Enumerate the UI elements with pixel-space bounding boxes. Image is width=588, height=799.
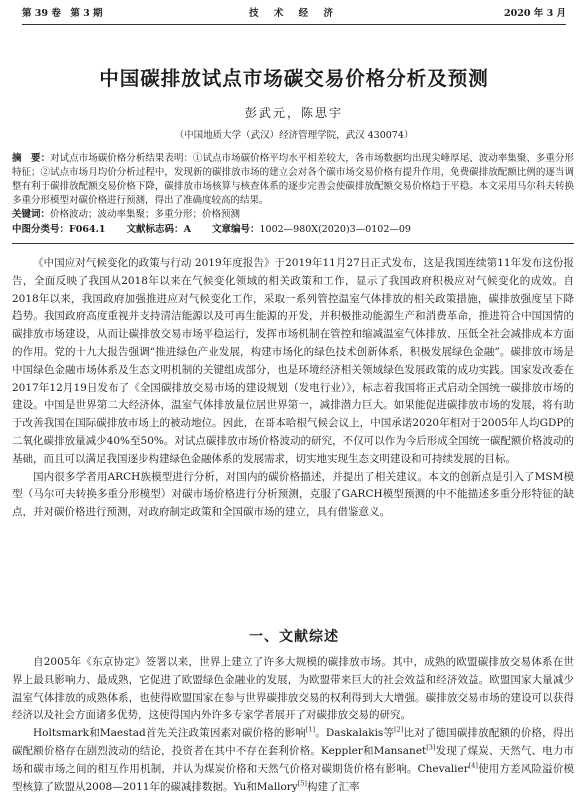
journal-name: 技 术 经 济 [249,8,339,19]
header-divider [22,24,566,25]
review-paragraph-2: Holtsmark和Maestad首先关注政策因素对碳价格的影响[1]。Daskalakis等[2]比对了德国碳排放配额的价格，得出碳配额价格存在剧烈波动的结论，投资者在其中不存在套利价格。Keppler和Mansanet[3]发现了煤炭、天然气、电力市场和碳市场之间的相互作用机制，并认为煤炭价格和天然气价格对碳期货价格有影响。Chevalier[4]使用方差风险溢价模型核算了欧盟从2008—2011年的碳减排数据。Yu和Mallory[5]构建了汇率 [12,725,575,793]
document-code: 文献标志码：A [126,224,191,235]
keywords-text: 价格波动；波动率集聚；多重分形；价格预测 [50,209,241,220]
citation-5: [5] [297,779,307,788]
running-header [22,6,566,22]
classification-line [12,223,574,237]
citation-4: [4] [468,761,478,770]
abstract [12,152,574,208]
article-authors: 彭武元，陈思宇 [244,106,343,120]
intro-paragraph-1: 《中国应对气候变化的政策与行动 2019年度报告》于2019年11月27日正式发布，这是我国连续第11年发布这份报告，全面反映了我国从2018年以来在气候变化领域的相关政策和工作，显示了我国政府积极应对气候变化的成效。自2018年以来，我国政府加强推进应对气候变化工作，采取一系列管控温室气体排放的相关政策措施，碳排放强度呈下降趋势。我国政府高度重视并支持清洁能源以及可再生能源的开发，并积极推动能源生产和消费革命，推进符合中国国情的碳排放市场建设，从而让碳排放交易市场平稳运行，发挥市场机制在管控和缩减温室气体排放、压低全社会减排成本方面的作用。党的十九大报告强调“推进绿色产业发展，构建市场化的绿色技术创新体系，积极发展绿色金融”。碳排放市场是中国绿色金融市场体系及生态文明机制的关键组成部分，也是环境经济相关领域绿色发展政策的成功实践。国家发改委在2017年12月19日发布了《全国碳排放交易市场的建设规划（发电行业）》，标志着我国将正式启动全国统一碳排放市场的建设。中国是世界第二大经济体，温室气体排放量位居世界第一，减排潜力巨大。如果能促进碳排放市场的发展，将有助于改善我国在国际碳排放市场上的被动地位。因此，在哥本哈根气候会议上，中国承诺2020年相对于2005年人均GDP的二氧化碳排放量减少40%至50%。对试点碳排放市场价格波动的研究，不仅可以作为今后形成全国统一碳配额价格波动的基础，而且可以满足我国逐步构建绿色金融体系的发展需求，切实地实现生态文明建设和可持续发展的目标。 [12,257,574,465]
clc-number: 中图分类号：F064.1 [12,224,106,235]
literature-review [12,654,574,796]
author-affiliation: （中国地质大学（武汉）经济管理学院，武汉 430074） [174,130,414,141]
intro-paragraph-2: 国内很多学者用ARCH族模型进行分析，对国内的碳价格描述，并提出了相关建议。本文的创新点是引入了MSM模型（马尔可夫转换多重分形模型）对碳市场价格进行分析预测，克服了GARCH模型预测的中不能描述多重分形特征的缺点，并对碳价格进行预测，对政府制定政策和全国碳市场的建立，具有借鉴意义。 [12,470,574,519]
keywords-label: 关键词： [12,209,51,220]
citation-3: [3] [426,743,436,752]
section-heading-literature-review: 一、文献综述 [249,629,339,645]
abstract-text: 对试点市场碳价格分析结果表明：①试点市场碳价格平均水平相差较大，各市场数据均出现尖峰厚尾、波动率集聚、多重分形特征；②试点市场月均价分析过程中，发现新的碳排放市场的建立会对各个碳市场交易价格有提升作用，免费碳排放配额比例的逐当调整有利于碳排放配额交易价格下降，碳排放市场核算与核查体系的逐步完善会使碳排放配额交易价格趋于平稳。本文采用马尔科夫转换多重分形模型对碳价格进行预测，得出了准确度较高的结果。 [12,153,574,206]
volume-issue: 第 39 卷 第 3 期 [22,8,103,19]
review-paragraph-1: 自2005年《东京协定》签署以来，世界上建立了许多大规模的碳排放市场。其中，成熟的欧盟碳排放交易体系在世界上最具影响力、最成熟，它促进了欧盟绿色金融业的发展，为欧盟带来巨大的社会效益和经济效益。欧盟国家大量减少温室气体排放的成熟体系，也使得欧盟国家在参与世界碳排放交易的权利得到大大增强。碳排放交易市场的建设可以获得经济以及社会方面诸多优势，这使得国内外许多专家学者展开了对碳排放交易的研究。 [12,656,574,722]
issue-date: 2020 年 3 月 [504,8,566,19]
article-title: 中国碳排放试点市场碳交易价格分析及预测 [99,67,489,90]
article-number: 文章编号：1002—980X(2020)3—0102—09 [211,224,411,235]
abstract-label: 摘 要： [12,153,51,164]
introduction [12,255,574,522]
keywords [12,208,574,222]
citation-2: [2] [394,725,404,734]
citation-1: [1] [305,725,316,734]
abstract-divider [12,243,574,244]
